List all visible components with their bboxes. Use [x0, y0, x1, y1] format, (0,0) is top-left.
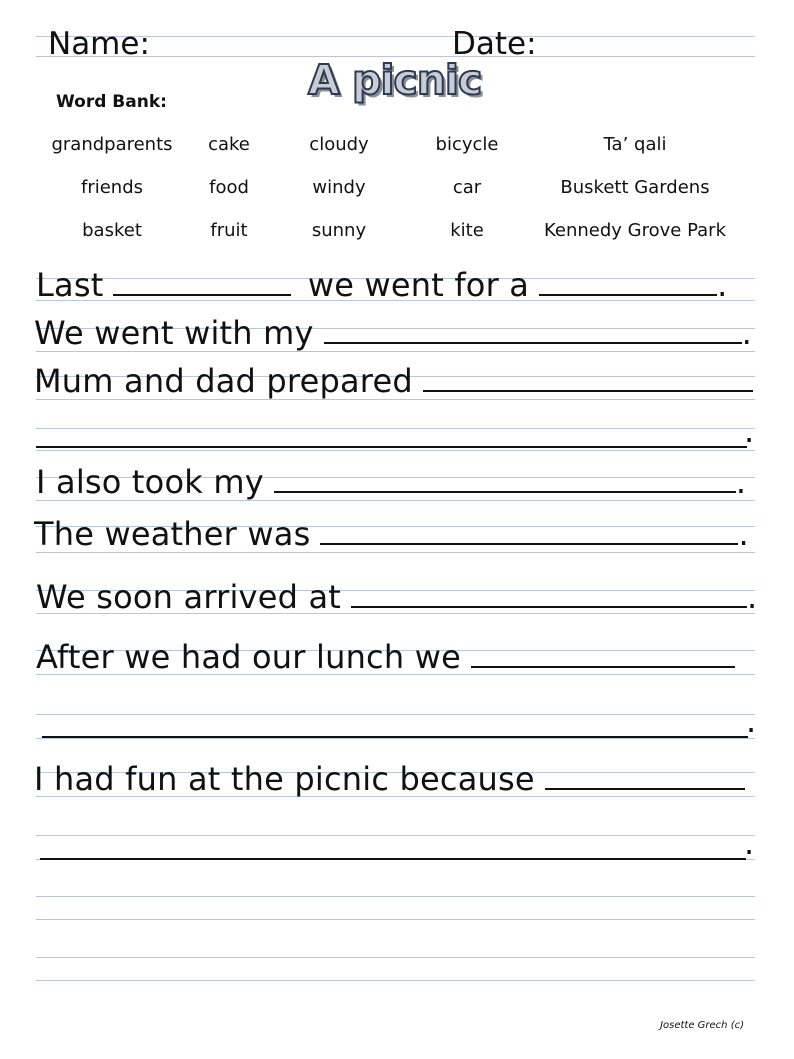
period: . [741, 314, 753, 352]
word-bank-word: bicycle [435, 134, 499, 155]
answer-blank[interactable] [324, 342, 742, 344]
word-bank-word: Kennedy Grove Park [544, 220, 726, 241]
answer-blank[interactable] [351, 606, 747, 608]
sentence-6 [36, 578, 757, 616]
word-bank-word: Ta’ qali [603, 134, 667, 155]
sentence-3 [34, 362, 753, 400]
word-bank-word: sunny [311, 220, 367, 241]
sentence-1 [36, 266, 728, 304]
sentence-text: I also took my [36, 463, 264, 501]
sentence-text: Last [36, 266, 104, 304]
date-label: Date: [452, 26, 537, 62]
sentence-text: The weather was [34, 515, 311, 553]
sentence-text: We soon arrived at [36, 578, 342, 616]
word-bank-word: grandparents [51, 134, 173, 155]
answer-blank[interactable] [320, 543, 738, 545]
sentence-5 [34, 515, 749, 553]
word-bank-word: windy [312, 177, 366, 198]
word-bank-word: cake [208, 134, 250, 155]
word-bank-word: food [209, 177, 249, 198]
answer-blank[interactable] [423, 390, 753, 392]
answer-blank-continued[interactable] [40, 858, 746, 860]
period: . [744, 412, 755, 450]
period: . [738, 515, 749, 553]
period: . [747, 578, 758, 616]
name-label: Name: [48, 26, 150, 62]
word-bank-word: cloudy [309, 134, 369, 155]
word-bank-word: car [452, 177, 482, 198]
sentence-text: Mum and dad prepared [34, 362, 413, 400]
word-bank-word: basket [82, 220, 142, 241]
word-bank-word: kite [450, 220, 484, 241]
word-bank-word: Buskett Gardens [560, 177, 710, 198]
sentence-7 [36, 638, 735, 676]
sentence-text: we went for a [307, 266, 530, 304]
author-credit: Josette Grech (c) [660, 1020, 744, 1031]
sentence-2 [34, 314, 752, 352]
answer-blank-continued[interactable] [36, 446, 747, 448]
sentence-8 [34, 760, 745, 798]
answer-blank[interactable] [545, 788, 745, 790]
period: . [744, 824, 755, 862]
sentence-text: We went with my [34, 314, 314, 352]
period: . [717, 266, 728, 304]
word-bank-word: friends [80, 177, 144, 198]
word-bank-label: Word Bank: [56, 92, 167, 112]
word-bank-word: fruit [210, 220, 248, 241]
worksheet-title: A picnic [308, 56, 482, 104]
sentence-4 [36, 463, 746, 501]
answer-blank[interactable] [113, 294, 291, 296]
answer-blank[interactable] [471, 666, 735, 668]
sentence-text: I had fun at the picnic because [34, 760, 535, 798]
period: . [735, 463, 747, 501]
sentence-text: After we had our lunch we [36, 638, 461, 676]
period: . [746, 702, 757, 740]
answer-blank[interactable] [274, 491, 736, 493]
answer-blank-continued[interactable] [42, 736, 748, 738]
answer-blank[interactable] [539, 294, 717, 296]
